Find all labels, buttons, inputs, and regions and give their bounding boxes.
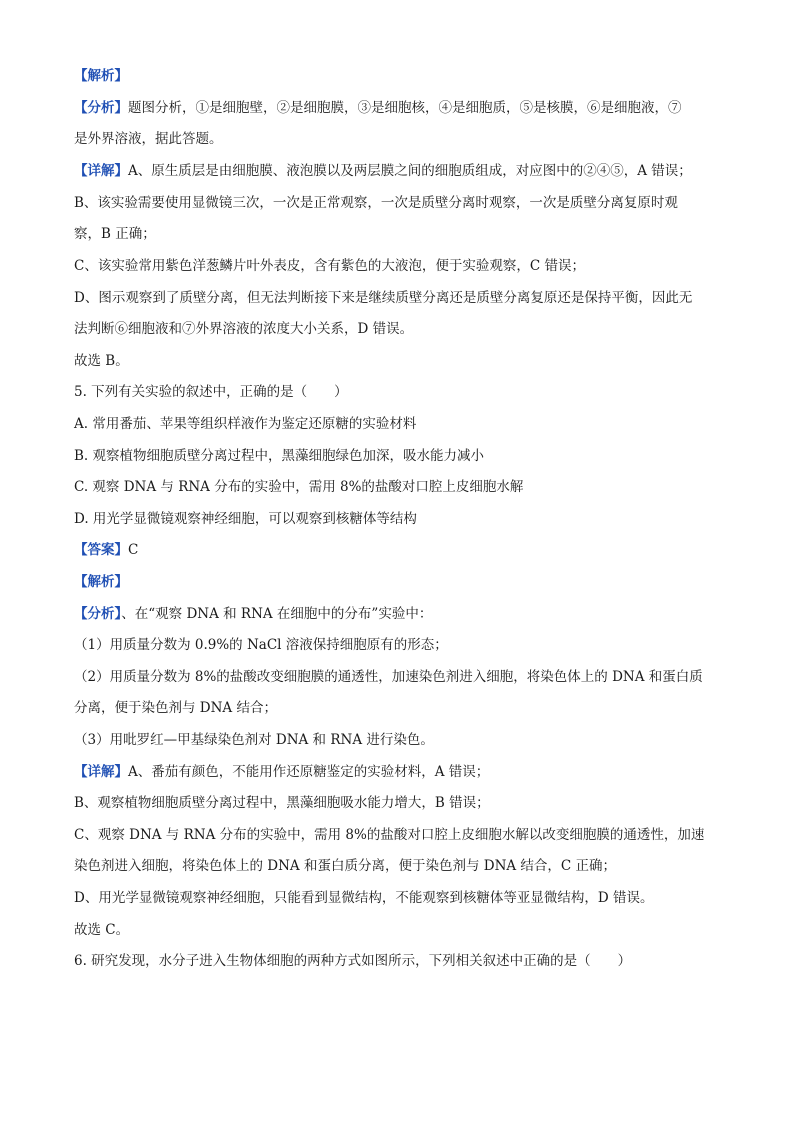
question-option: A. 常用番茄、苹果等组织样液作为鉴定还原糖的实验材料 bbox=[74, 416, 417, 432]
analysis-paragraph: （1）用质量分数为 0.9%的 NaCl 溶液保持细胞原有的形态； bbox=[74, 637, 448, 653]
analysis-paragraph: 【分析】题图分析，①是细胞壁，②是细胞膜，③是细胞核，④是细胞质，⑤是核膜，⑥是细胞液，⑦ bbox=[74, 100, 682, 116]
question-stem: 5. 下列有关实验的叙述中，正确的是（ ） bbox=[74, 384, 348, 400]
detail-paragraph: C、观察 DNA 与 RNA 分布的实验中，需用 8%的盐酸对口腔上皮细胞水解以改变细胞膜的通透性，加速 bbox=[74, 827, 705, 843]
detail-paragraph: 法判断⑥细胞液和⑦外界溶液的浓度大小关系，D 错误。 bbox=[74, 321, 414, 337]
detail-paragraph: C、该实验常用紫色洋葱鳞片叶外表皮，含有紫色的大液泡，便于实验观察，C 错误； bbox=[74, 258, 585, 274]
analysis-paragraph: （2）用质量分数为 8%的盐酸改变细胞膜的通透性，加速染色剂进入细胞，将染色体上的 DNA 和蛋白质 bbox=[74, 669, 703, 685]
detail-paragraph: 【详解】A、番茄有颜色，不能用作还原糖鉴定的实验材料，A 错误； bbox=[74, 764, 490, 780]
analysis-paragraph: 是外界溶液，据此答题。 bbox=[74, 131, 223, 147]
detail-paragraph: 察，B 正确； bbox=[74, 226, 156, 242]
conclusion-line: 故选 B。 bbox=[74, 353, 129, 369]
answer-line: 【答案】C bbox=[74, 542, 139, 558]
detail-paragraph: B、观察植物细胞质壁分离过程中，黑藻细胞吸水能力增大，B 错误； bbox=[74, 795, 490, 811]
question-option: D. 用光学显微镜观察神经细胞，可以观察到核糖体等结构 bbox=[74, 511, 417, 527]
section-heading-analysis: 【解析】 bbox=[74, 574, 128, 590]
detail-paragraph: D、图示观察到了质壁分离，但无法判断接下来是继续质壁分离还是质壁分离复原还是保持平衡，因此无 bbox=[74, 290, 693, 306]
question-option: C. 观察 DNA 与 RNA 分布的实验中，需用 8%的盐酸对口腔上皮细胞水解 bbox=[74, 479, 524, 495]
analysis-paragraph: 【分析】、在“观察 DNA 和 RNA 在细胞中的分布”实验中： bbox=[74, 606, 433, 622]
detail-paragraph: B、该实验需要使用显微镜三次，一次是正常观察，一次是质壁分离时观察，一次是质壁分离复原时观 bbox=[74, 195, 678, 211]
detail-paragraph: D、用光学显微镜观察神经细胞，只能看到显微结构，不能观察到核糖体等亚显微结构，D 错误。 bbox=[74, 890, 654, 906]
detail-paragraph: 【详解】A、原生质层是由细胞膜、液泡膜以及两层膜之间的细胞质组成，对应图中的②④⑤，A 错误； bbox=[74, 163, 692, 179]
detail-paragraph: 染色剂进入细胞，将染色体上的 DNA 和蛋白质分离，便于染色剂与 DNA 结合，C 正确； bbox=[74, 858, 617, 874]
section-heading-analysis: 【解析】 bbox=[74, 68, 128, 84]
conclusion-line: 故选 C。 bbox=[74, 922, 130, 938]
analysis-paragraph: （3）用吡罗红—甲基绿染色剂对 DNA 和 RNA 进行染色。 bbox=[74, 732, 434, 748]
question-option: B. 观察植物细胞质壁分离过程中，黑藻细胞绿色加深，吸水能力减小 bbox=[74, 448, 485, 464]
question-stem: 6. 研究发现，水分子进入生物体细胞的两种方式如图所示，下列相关叙述中正确的是（ ） bbox=[74, 953, 632, 969]
analysis-paragraph: 分离，便于染色剂与 DNA 结合； bbox=[74, 700, 277, 716]
